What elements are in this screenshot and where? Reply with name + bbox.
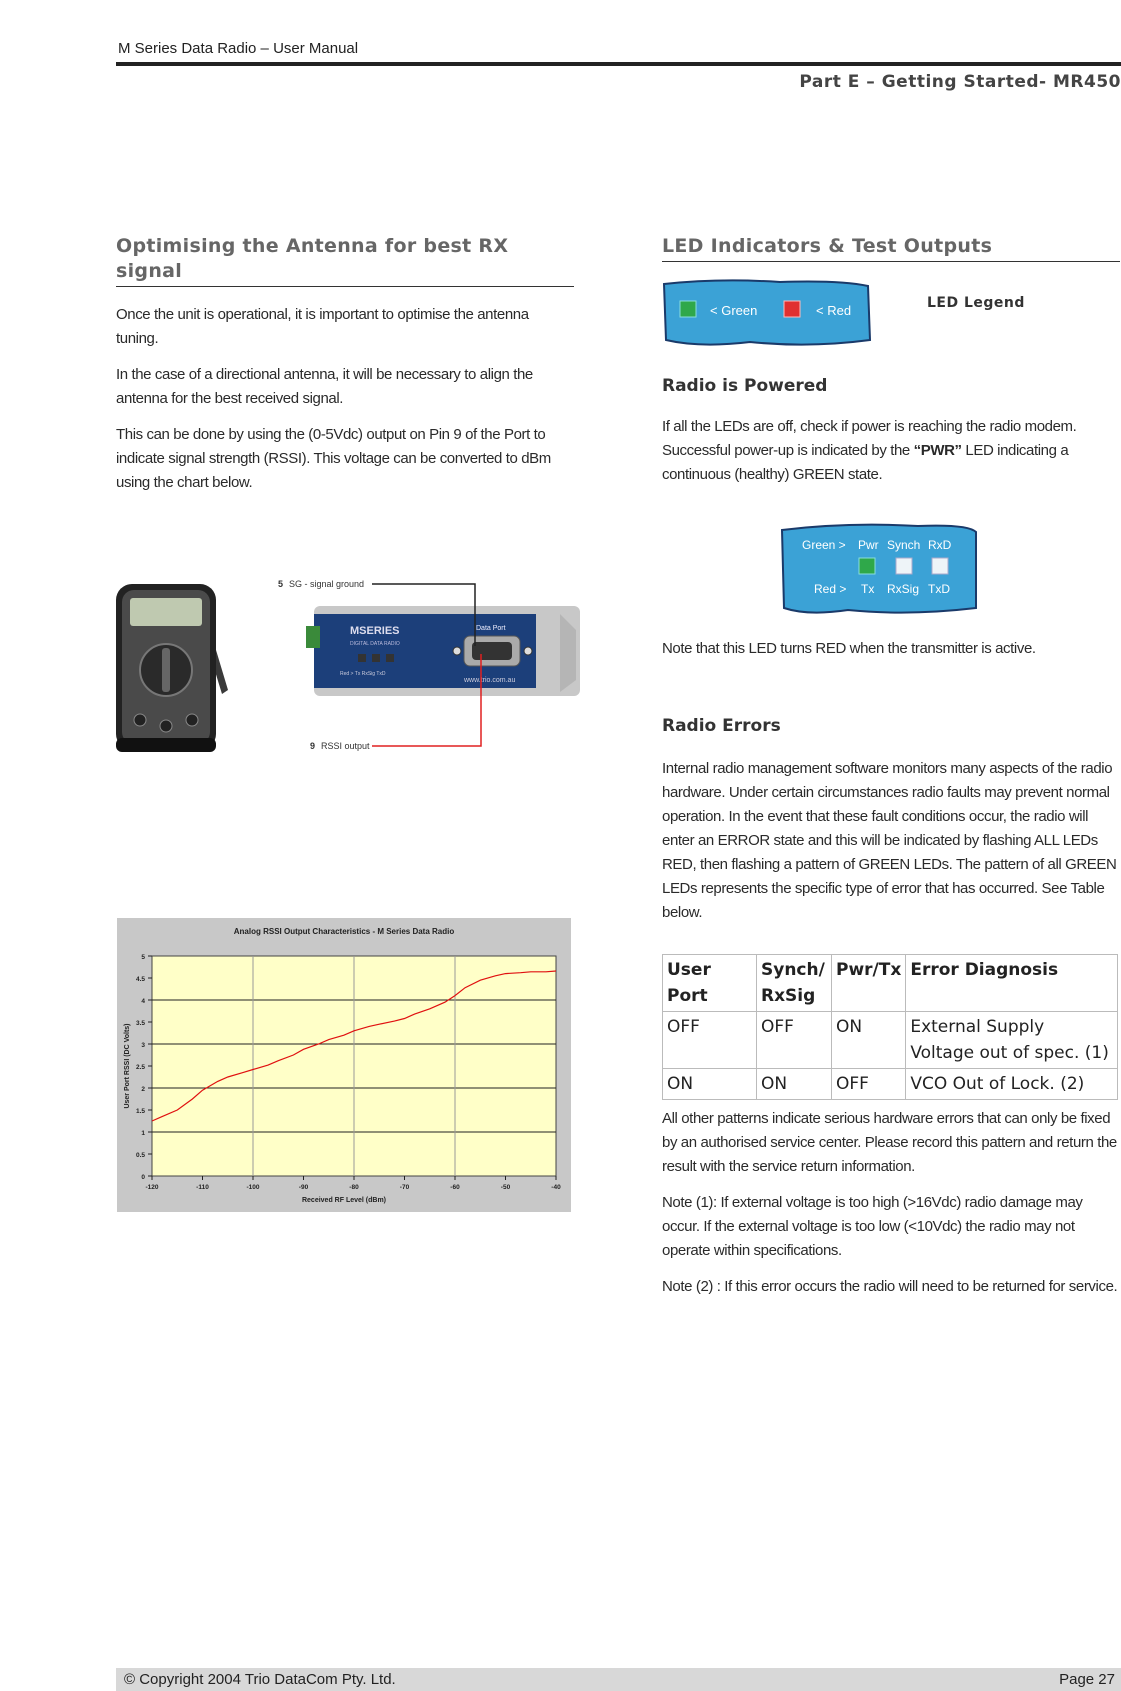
error-table — [662, 954, 1118, 1100]
radio-brand: MSERIES — [350, 625, 400, 637]
table-header-cell: Synch/ RxSig — [757, 955, 832, 1012]
x-tick-label: -40 — [551, 1184, 561, 1191]
table-header-cell: Pwr/Tx — [832, 955, 906, 1012]
y-tick-label: 0.5 — [135, 1152, 145, 1159]
led-legend-title: LED Legend — [927, 295, 1025, 311]
panel-synch-label: Synch — [887, 538, 921, 552]
antenna-para-1: Once the unit is operational, it is important to optimise the antenna tuning. — [116, 306, 529, 347]
panel-tx-label: Tx — [861, 582, 875, 596]
note-2-para: Note (2) : If this error occurs the radio will need to be returned for service. — [662, 1278, 1118, 1295]
panel-pwr-label: Pwr — [858, 538, 879, 552]
powered-text-pwr: “PWR” — [913, 442, 962, 459]
table-cell: VCO Out of Lock. (2) — [906, 1069, 1118, 1100]
powered-text — [662, 415, 1120, 487]
y-tick-label: 2.5 — [135, 1064, 145, 1071]
table-cell: ON — [832, 1012, 906, 1069]
panel-rxsig-label: RxSig — [887, 582, 920, 596]
service-para: All other patterns indicate serious hardware errors that can only be fixed by an authorised service center. Please record this pattern and return the result with the service return information. — [662, 1110, 1117, 1175]
after-table-text — [662, 1107, 1120, 1311]
part-title: Part E – Getting Started- MR450 — [799, 72, 1121, 92]
antenna-para-3: This can be done by using the (0-5Vdc) output on Pin 9 of the Port to indicate signal strength (RSSI). This voltage can be converted to dBm using the chart below. — [116, 426, 551, 491]
y-tick-label: 1 — [141, 1130, 145, 1137]
chart-xlabel: Received RF Level (dBm) — [301, 1197, 387, 1204]
y-tick-label: 2 — [141, 1086, 145, 1093]
led-panel-graphic — [778, 522, 980, 616]
y-tick-label: 5 — [141, 954, 145, 961]
synch-led-icon — [896, 558, 912, 574]
table-cell: OFF — [832, 1069, 906, 1100]
powered-text-2: LED indicating a continuous (healthy) GREEN state. — [662, 442, 1069, 483]
x-tick-label: -50 — [500, 1184, 511, 1191]
panel-green-label: Green > — [802, 538, 846, 552]
y-tick-label: 4 — [141, 998, 145, 1005]
legend-green-label: < Green — [710, 303, 758, 318]
x-tick-label: -110 — [196, 1184, 209, 1191]
panel-txd-label: TxD — [928, 582, 950, 596]
x-tick-label: -120 — [145, 1184, 159, 1191]
table-header-cell: Error Diagnosis — [906, 955, 1118, 1012]
x-tick-label: -100 — [246, 1184, 260, 1191]
radio-unit-image — [306, 606, 580, 696]
green-led-icon — [680, 301, 696, 317]
transmitter-note: Note that this LED turns RED when the transmitter is active. — [662, 640, 1036, 657]
table-cell: External Supply Voltage out of spec. (1) — [906, 1012, 1118, 1069]
header-rule — [116, 62, 1121, 66]
y-tick-label: 1.5 — [135, 1108, 145, 1115]
rxd-led-icon — [932, 558, 948, 574]
table-row — [663, 1069, 1118, 1100]
y-tick-label: 3 — [141, 1042, 145, 1049]
panel-rxd-label: RxD — [928, 538, 952, 552]
table-cell: OFF — [757, 1012, 832, 1069]
table-cell: OFF — [663, 1012, 757, 1069]
x-tick-label: -70 — [399, 1184, 410, 1191]
errors-heading: Radio Errors — [662, 716, 781, 736]
table-cell: ON — [757, 1069, 832, 1100]
antenna-heading-rule — [116, 286, 574, 287]
legend-red-label: < Red — [816, 303, 852, 318]
manual-title: M Series Data Radio – User Manual — [118, 40, 359, 57]
radio-url: www.trio.com.au — [464, 677, 516, 684]
rssi-chart — [117, 918, 571, 1212]
footer-copyright: © Copyright 2004 Trio DataCom Pty. Ltd. — [124, 1671, 396, 1688]
y-tick-label: 0 — [141, 1174, 145, 1181]
chart-title: Analog RSSI Output Characteristics - M Series Data Radio — [233, 927, 455, 936]
data-port-label: Data Port — [476, 625, 506, 632]
pin9-number: 9 — [310, 741, 316, 751]
antenna-text — [116, 303, 574, 507]
antenna-heading: Optimising the Antenna for best RX signal — [116, 235, 509, 282]
multimeter-radio-figure — [110, 570, 580, 765]
table-cell: ON — [663, 1069, 757, 1100]
powered-heading: Radio is Powered — [662, 376, 828, 396]
red-led-icon — [784, 301, 800, 317]
footer-page-number: Page 27 — [1059, 1671, 1115, 1688]
led-legend-graphic — [660, 278, 872, 348]
table-header-cell: User Port — [663, 955, 757, 1012]
x-tick-label: -90 — [298, 1184, 309, 1191]
table-header-row — [663, 955, 1118, 1012]
pwr-led-icon — [859, 558, 875, 574]
pin5-number: 5 — [278, 579, 284, 589]
led-heading: LED Indicators & Test Outputs — [662, 235, 993, 257]
chart-ylabel: User Port RSSI (DC Volts) — [124, 1023, 131, 1109]
y-tick-label: 4.5 — [135, 976, 145, 983]
pin5-label: SG - signal ground — [289, 579, 365, 589]
note-1-para: Note (1): If external voltage is too high (>16Vdc) radio damage may occur. If the external voltage is too low (<10Vdc) the radio may not operate within specifications. — [662, 1194, 1083, 1259]
radio-led-row: Red > Tx RxSig TxD — [340, 671, 386, 677]
errors-text: Internal radio management software monitors many aspects of the radio hardware. Under certain circumstances radio faults may prevent normal operation. In the event that these fault conditions occur, the radio will enter an ERROR state and this will be indicated by flashing ALL LEDs RED, then flashing a pattern of GREEN LEDs. The pattern of all GREEN LEDs represents the specific type of error that has occurred. See Table below. — [662, 760, 1117, 921]
pin9-label: RSSI output — [321, 741, 370, 751]
x-tick-label: -60 — [450, 1184, 460, 1191]
powered-text-1: If all the LEDs are off, check if power is reaching the radio modem. Successful power-up is indicated by the — [662, 418, 1077, 459]
multimeter-image — [116, 584, 228, 752]
panel-red-label: Red > — [814, 582, 847, 596]
y-tick-label: 3.5 — [135, 1020, 145, 1027]
antenna-para-2: In the case of a directional antenna, it will be necessary to align the antenna for the best received signal. — [116, 366, 533, 407]
x-tick-label: -80 — [349, 1184, 359, 1191]
table-row — [663, 1012, 1118, 1069]
led-heading-rule — [662, 261, 1120, 262]
radio-brand-sub: DIGITAL DATA RADIO — [350, 641, 400, 647]
